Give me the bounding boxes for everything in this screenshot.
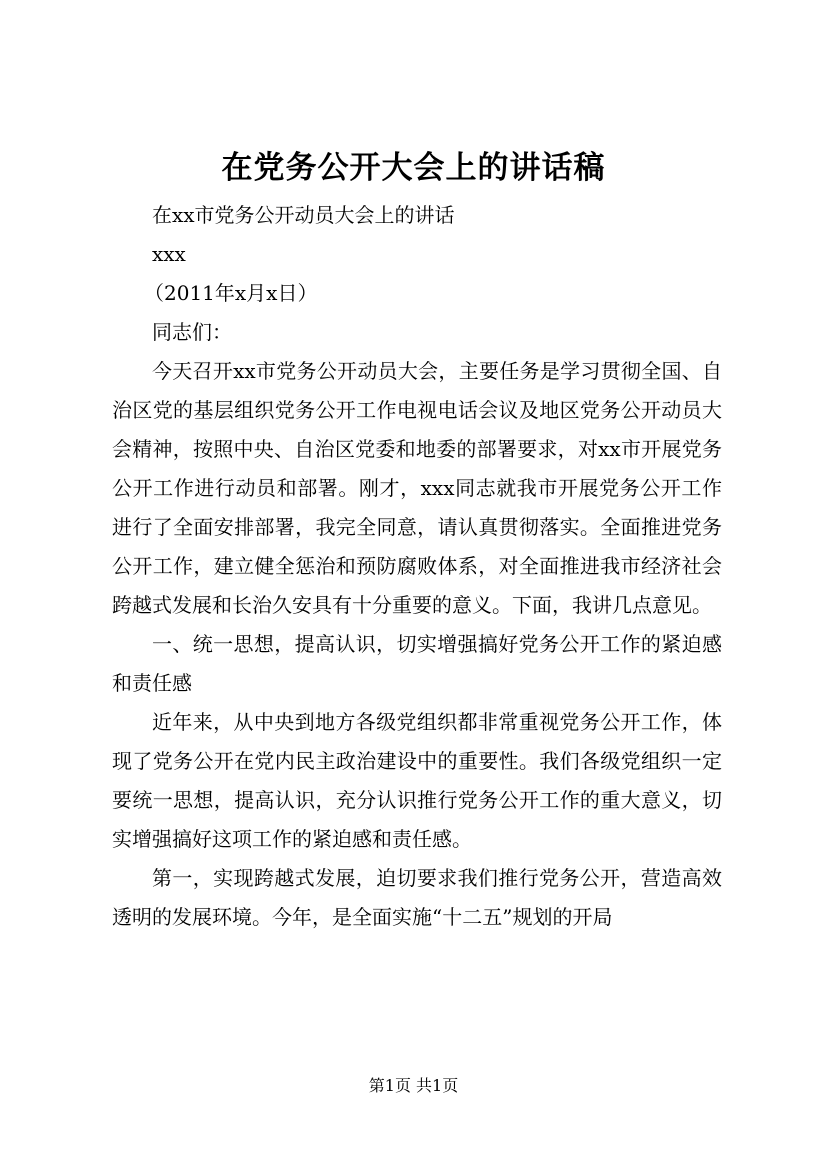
speaker-name: xxx [152, 242, 186, 266]
section-heading-1: 一、统一思想，提高认识，切实增强搞好党务公开工作的紧迫感和责任感 [112, 632, 722, 695]
paragraph-section-1: 近年来，从中央到地方各级党组织都非常重视党务公开工作，体现了党务公开在党内民主政治建设中的重要性。我们各级党组织一定要统一思想，提高认识，充分认识推行党务公开工作的重大意义，切实增强搞好这项工作的紧迫感和责任感。 [112, 710, 722, 851]
speech-heading: 在xx市党务公开动员大会上的讲话 [152, 203, 455, 227]
salutation: 同志们： [152, 320, 232, 344]
paragraph-first-point: 第一，实现跨越式发展，迫切要求我们推行党务公开，营造高效透明的发展环境。今年，是全面实施“十二五”规划的开局 [112, 866, 722, 929]
paragraph-intro: 今天召开xx市党务公开动员大会，主要任务是学习贯彻全国、自治区党的基层组织党务公开工作电视电话会议及地区党务公开动员大会精神，按照中央、自治区党委和地委的部署要求，对xx市开展党务公开工作进行动员和部署。刚才，xxx同志就我市开展党务公开工作进行了全面安排部署，我完全同意，请认真贯彻落实。全面推进党务公开工作，建立健全惩治和预防腐败体系，对全面推进我市经济社会跨越式发展和长治久安具有十分重要的意义。下面，我讲几点意见。 [112, 359, 722, 617]
document-body [112, 196, 722, 937]
document-title: 在党务公开大会上的讲话稿 [221, 150, 606, 186]
speech-date: （2011年x月x日） [144, 281, 318, 305]
page-footer: 第1页 共1页 [368, 1076, 459, 1095]
